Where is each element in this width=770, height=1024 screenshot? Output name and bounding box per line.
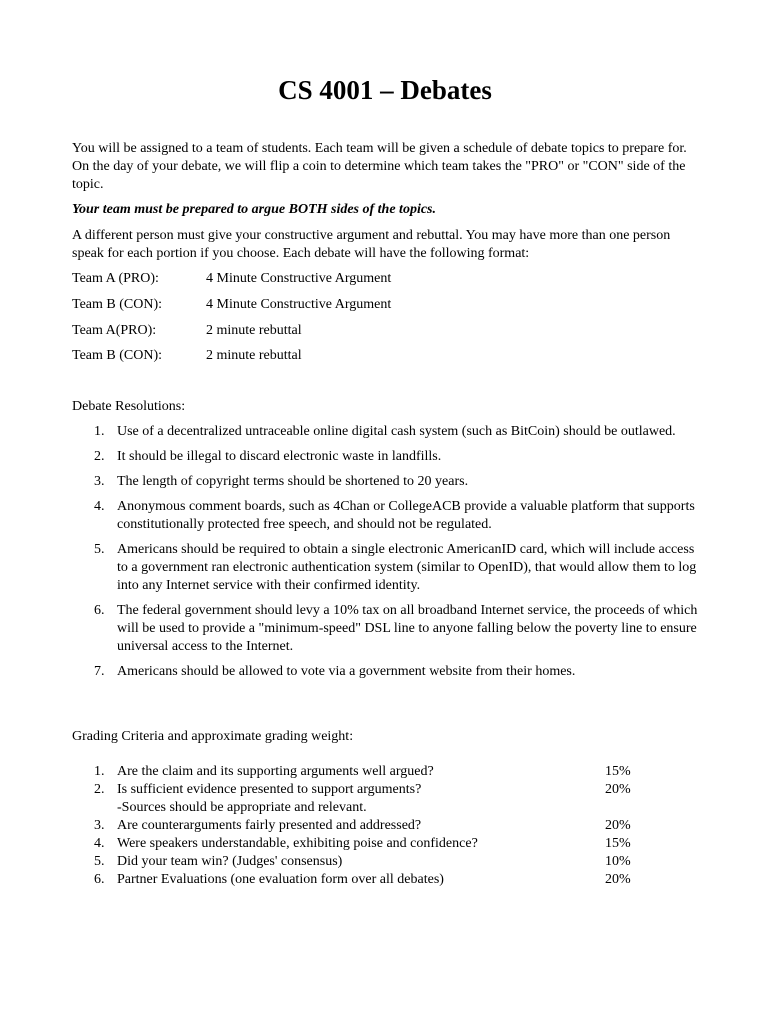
grading-weight: 20% bbox=[605, 818, 631, 833]
list-item-text: Use of a decentralized untraceable online digital cash system (such as BitCoin) should be outlawed. bbox=[117, 424, 676, 439]
resolutions-heading: Debate Resolutions: bbox=[72, 399, 186, 414]
list-item bbox=[72, 473, 702, 491]
grading-criterion: Partner Evaluations (one evaluation form over all debates) bbox=[117, 872, 444, 887]
grading-subnote bbox=[72, 799, 672, 817]
format-team: Team A(PRO): bbox=[72, 323, 157, 338]
list-number: 5. bbox=[94, 854, 105, 869]
grading-row bbox=[72, 853, 672, 871]
list-number: 2. bbox=[94, 449, 105, 464]
grading-row bbox=[72, 763, 672, 781]
format-description: 2 minute rebuttal bbox=[206, 348, 302, 363]
list-number: 6. bbox=[94, 872, 105, 887]
list-item-text: It should be illegal to discard electronic waste in landfills. bbox=[117, 449, 442, 464]
list-number: 4. bbox=[94, 836, 105, 851]
list-item-text: Anonymous comment boards, such as 4Chan or CollegeACB provide a valuable platform that supports constitutionally protected free speech, and should not be regulated. bbox=[117, 499, 695, 532]
list-number: 1. bbox=[94, 764, 105, 779]
format-intro-paragraph: A different person must give your constructive argument and rebuttal. You may have more than one person speak for each portion if you choose. Each debate will have the following format: bbox=[72, 228, 671, 261]
grading-weight: 10% bbox=[605, 854, 631, 869]
grading-list bbox=[72, 763, 672, 889]
list-item bbox=[72, 602, 702, 656]
list-item bbox=[72, 663, 702, 681]
format-team: Team B (CON): bbox=[72, 348, 163, 363]
format-description: 4 Minute Constructive Argument bbox=[206, 297, 392, 312]
grading-criterion: Is sufficient evidence presented to support arguments? bbox=[117, 782, 422, 797]
grading-row bbox=[72, 835, 672, 853]
grading-heading: Grading Criteria and approximate grading weight: bbox=[72, 729, 354, 744]
grading-row bbox=[72, 781, 672, 799]
format-team: Team B (CON): bbox=[72, 297, 163, 312]
format-team: Team A (PRO): bbox=[72, 271, 159, 286]
grading-weight: 20% bbox=[605, 782, 631, 797]
grading-weight: 20% bbox=[605, 872, 631, 887]
grading-row bbox=[72, 871, 672, 889]
list-number: 1. bbox=[94, 424, 105, 439]
grading-criterion: Are counterarguments fairly presented and addressed? bbox=[117, 818, 422, 833]
grading-criterion: Were speakers understandable, exhibiting poise and confidence? bbox=[117, 836, 478, 851]
list-number: 4. bbox=[94, 499, 105, 514]
list-item-text: The length of copyright terms should be shortened to 20 years. bbox=[117, 474, 469, 489]
list-item-text: Americans should be allowed to vote via a government website from their homes. bbox=[117, 664, 576, 679]
list-number: 2. bbox=[94, 782, 105, 797]
format-description: 4 Minute Constructive Argument bbox=[206, 271, 392, 286]
list-item-text: The federal government should levy a 10% tax on all broadband Internet service, the proceeds of which will be used to provide a "minimum-speed" DSL line to anyone falling below the poverty line to ensure universal access to the Internet. bbox=[117, 603, 698, 654]
list-item bbox=[72, 498, 702, 534]
list-number: 3. bbox=[94, 474, 105, 489]
list-item bbox=[72, 541, 702, 595]
list-number: 3. bbox=[94, 818, 105, 833]
grading-subnote-text: -Sources should be appropriate and relevant. bbox=[117, 800, 367, 815]
list-number: 7. bbox=[94, 664, 105, 679]
grading-weight: 15% bbox=[605, 764, 631, 779]
grading-weight: 15% bbox=[605, 836, 631, 851]
list-item-text: Americans should be required to obtain a single electronic AmericanID card, which will include access to a government ran electronic authentication system (similar to OpenID), that would allow them to log into any Internet service with their confirmed identity. bbox=[117, 542, 697, 593]
list-item bbox=[72, 448, 702, 466]
resolutions-list bbox=[72, 423, 702, 688]
list-item bbox=[72, 423, 702, 441]
intro-paragraph: You will be assigned to a team of students. Each team will be given a schedule of debate topics to prepare for. On the day of your debate, we will flip a coin to determine which team takes the "PRO" or "CON" side of the topic. bbox=[72, 141, 687, 192]
list-number: 6. bbox=[94, 603, 105, 618]
grading-row bbox=[72, 817, 672, 835]
format-description: 2 minute rebuttal bbox=[206, 323, 302, 338]
grading-criterion: Did your team win? (Judges' consensus) bbox=[117, 854, 343, 869]
page-title: CS 4001 – Debates bbox=[278, 75, 492, 105]
emphasis-text: Your team must be prepared to argue BOTH sides of the topics. bbox=[72, 202, 436, 217]
list-number: 5. bbox=[94, 542, 105, 557]
grading-criterion: Are the claim and its supporting arguments well argued? bbox=[117, 764, 434, 779]
